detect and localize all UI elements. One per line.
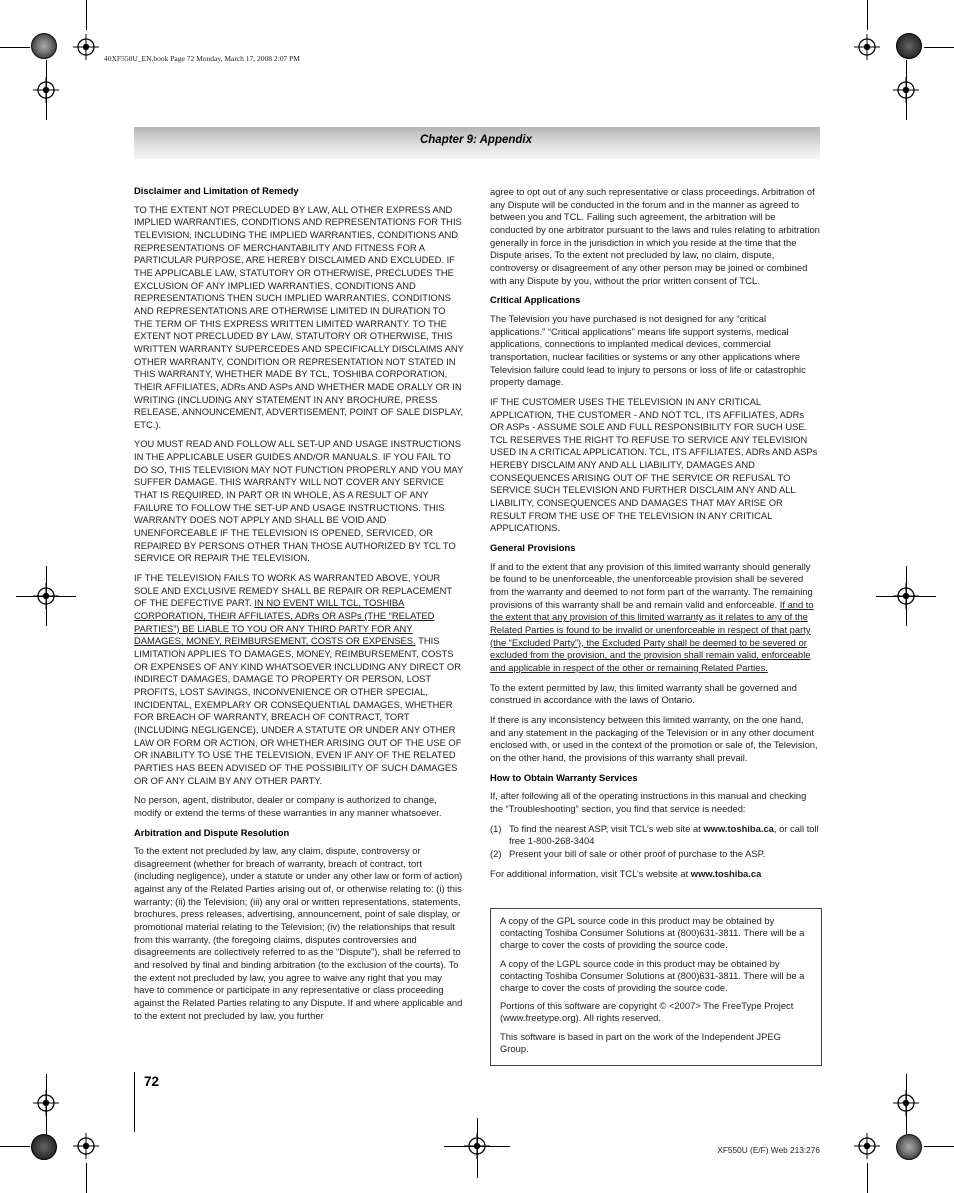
gpl-paragraph: A copy of the GPL source code in this product may be obtained by contacting Toshiba Consumer Solutions at (800)631-3811. There will be a charge to cover the costs of providing the source code.: [500, 915, 805, 951]
registration-mark-icon: [33, 1090, 59, 1116]
arbitration-continued: agree to opt out of any such representative or class proceedings. Arbitration of any Dispute will be conducted in the forum and in the manner as agreed to between you and TCL. Failing such agreement, the arbitration will be conducted by one arbitrator pursuant to the laws and rules relating to arbitration generally in force in the jurisdiction in which you reside at the time that the Dispute arises. To the extent not precluded by law, no claim, dispute, controversy or disagreement of any other person may be joined or combined with any Dispute by you, without the prior written consent of TCL.: [490, 186, 820, 286]
registration-mark-icon: [854, 1133, 880, 1159]
critical-paragraph-1: The Television you have purchased is not designed for any “critical applications.” “Critical applications” means life support systems, medical applications, connections to implanted medical devices, commercial transportation, nuclear facilities or systems or any other applications where Television failure could lead to injury to persons or loss of life or catastrophic property damage.: [490, 312, 806, 388]
arbitration-heading: Arbitration and Dispute Resolution: [134, 826, 290, 838]
crop-mark: [0, 1146, 30, 1147]
general-paragraph-1: [490, 561, 820, 675]
step-1-text: To find the nearest ASP, visit TCL’s web site at: [509, 822, 704, 834]
color-rosette-icon: [896, 1134, 922, 1160]
registration-mark-icon: [893, 583, 919, 609]
warranty-paragraph-1: If, after following all of the operating instructions in this manual and checking the “Troubleshooting” section, you find that service is needed:: [490, 790, 807, 814]
disclaimer-p3-rest: THIS LIMITATION APPLIES TO DAMAGES, MONEY, REIMBURSEMENT, COSTS OR EXPENSES OF ANY KIND WHATSOEVER INCLUDING ANY DIRECT OR INDIRECT DAMAGES, DAMAGE TO PROPERTY OR PERSON, LOST PROFITS, LOST SAVINGS, INCONVENIENCE OR OTHER SPECIAL, INCIDENTAL, EXEMPLARY OR CONSEQUENTIAL DAMAGES, WHETHER FOR BREACH OF WARRANTY, BREACH OF CONTRACT, TORT (INCLUDING NEGLIGENCE), UNDER A STATUTE OR UNDER ANY OTHER LAW OR FORM OR ACTION, OR WHETHER ARISING OUT OF THE USE OF OR INABILITY TO USE THE TELEVISION, EVEN IF ANY OF THE RELATED PARTIES HAS BEEN ADVISED OF THE POSSIBILITY OF SUCH DAMAGES OR OF ANY CLAIM BY ANY OTHER PARTY.: [134, 635, 462, 786]
general-paragraph-2: To the extent permitted by law, this limited warranty shall be governed and construed in accordance with the laws of Ontario.: [490, 681, 797, 706]
registration-mark-icon: [464, 1133, 490, 1159]
list-item: [490, 848, 820, 861]
toshiba-website-link[interactable]: www.toshiba.ca: [690, 867, 762, 879]
registration-mark-icon: [73, 34, 99, 60]
chapter-title: Chapter 9: Appendix: [419, 134, 532, 146]
critical-paragraph-2: IF THE CUSTOMER USES THE TELEVISION IN ANY CRITICAL APPLICATION, THE CUSTOMER - AND NOT TCL, ITS AFFILIATES, ADRs OR ASPs - ASSUME SOLE AND FULL RESPONSIBILITY FOR SUCH USE. TCL RESERVES THE RIGHT TO REFUSE TO SERVICE ANY TELEVISION USED IN A CRITICAL APPLICATION. TCL, ITS AFFILIATES, ADRs AND ASPs HEREBY DISCLAIM ANY AND ALL LIABILITY, DAMAGES AND CONSEQUENCES ARISING OUT OF THE SERVICE OR REFUSAL TO SERVICE SUCH TELEVISION AND FURTHER DISCLAIM ANY AND ALL LIABILITY, CONSEQUENCES AND DAMAGES THAT MAY ARISE OR RESULT FROM THE USE OF THE TELEVISION IN ANY CRITICAL APPLICATIONS.: [490, 395, 818, 534]
registration-mark-icon: [893, 1090, 919, 1116]
crop-mark: [924, 1146, 954, 1147]
registration-mark-icon: [854, 34, 880, 60]
disclaimer-p3-intro: IF THE TELEVISION FAILS TO WORK AS WARRANTED ABOVE, YOUR SOLE AND EXCLUSIVE REMEDY SHALL BE REPAIR OR REPLACEMENT OF THE DEFECTIVE PART.: [134, 572, 452, 609]
general-p1-intro: If and to the extent that any provision of this limited warranty should generally be found to be unenforceable, the unenforceable provision shall be severed from the warranty and deemed to not form part of the warranty. The remaining provisions of this warranty shall be and remain valid and enforceable.: [490, 560, 813, 610]
arbitration-paragraph-1: To the extent not precluded by law, any claim, dispute, controversy or disagreement (whether for breach of warranty, breach of contract, tort (including negligence), under a statute or under any other law or form of action) against any of the Related Parties arising out of, or otherwise relating to: (i) this warranty; (ii) the Television; (iii) any oral or written representations, statements, brochures, press releases, advertising, announcement, point of sale display, or promotional material relating to the Television; (iv) the relationships that result from this warranty, (the foregoing claims, disputes controversies and disagreements are collectively referred to as the “Dispute”), shall be referred to and resolved by final and binding arbitration (to the exclusion of the courts). To the extent not precluded by law, you agree to waive any right that you may have to commence or participate in any representative or class proceeding against the Related Parties relating to any Dispute. If and where applicable and to the extent not precluded by law, you further: [134, 845, 463, 1021]
registration-mark-icon: [33, 583, 59, 609]
disclaimer-paragraph-4: No person, agent, distributor, dealer or company is authorized to change, modify or extend the terms of these warranties in any manner whatsoever.: [134, 794, 442, 818]
footer-print-code: XF550U (E/F) Web 213:276: [717, 1145, 820, 1155]
disclaimer-p3-underlined: IN NO EVENT WILL TCL, TOSHIBA CORPORATION, THEIR AFFILIATES, ADRs OR ASPs (THE “RELATED PARTIES”) BE LIABLE TO YOU OR ANY THIRD PARTY FOR ANY DAMAGES, MONEY, REIMBURSEMENT, COSTS OR EXPENSES.: [134, 597, 435, 647]
right-column: [490, 186, 820, 887]
step-2-text: Present your bill of sale or other proof of purchase to the ASP.: [509, 847, 766, 859]
gpl-notice-box: [490, 908, 822, 1066]
warranty-steps-list: [490, 823, 820, 861]
lgpl-paragraph: A copy of the LGPL source code in this product may be obtained by contacting Toshiba Consumer Solutions at (800)631-3811. There will be a charge to cover the costs of providing the source code.: [500, 957, 805, 994]
jpeg-paragraph: This software is based in part on the work of the Independent JPEG Group.: [500, 1030, 781, 1054]
registration-mark-icon: [33, 77, 59, 103]
step-number: (2): [490, 847, 502, 859]
warranty-services-heading: How to Obtain Warranty Services: [490, 771, 638, 783]
critical-applications-heading: Critical Applications: [490, 294, 581, 306]
disclaimer-paragraph-1: TO THE EXTENT NOT PRECLUDED BY LAW, ALL OTHER EXPRESS AND IMPLIED WARRANTIES, CONDITIONS AND REPRESENTATIONS FOR THIS TELEVISION, INCLUDING THE IMPLIED WARRANTIES, CONDITIONS AND REPRESENTATIONS OF MERCHANTABILITY AND FITNESS FOR A PARTICULAR PURPOSE, ARE HEREBY DISCLAIMED AND EXCLUDED. IF THE APPLICABLE LAW, STATUTORY OR OTHERWISE, PRECLUDES THE EXCLUSION OF ANY IMPLIED WARRANTIES, CONDITIONS AND REPRESENTATIONS THEN SUCH IMPLIED WARRANTIES, CONDITIONS AND REPRESENTATIONS ARE OTHERWISE LIMITED IN DURATION TO THE TERM OF THIS EXPRESS WRITTEN LIMITED WARRANTY. TO THE EXTENT NOT PRECLUDED BY LAW, STATUTORY OR OTHERWISE, THIS WRITTEN WARRANTY SUPERCEDES AND SPECIFICALLY DISCLAIMS ANY OTHER WARRANTY, CONDITION OR REPRESENTATION NOT STATED IN THIS WARRANTY, WHETHER MADE BY TCL, TOSHIBA CORPORATION, THEIR AFFILIATES, ADRs AND ASPs AND WHETHER MADE ORALLY OR IN WRITING (INCLUDING ANY STATEMENT IN ANY BROCHURE, PRESS RELEASE, ANNOUNCEMENT, ADVERTISEMENT, POINT OF SALE DISPLAY, ETC.).: [134, 203, 464, 430]
chapter-header-band: [134, 127, 820, 159]
crop-mark: [867, 1163, 868, 1193]
crop-mark: [924, 47, 954, 48]
general-p1-underlined: If and to the extent that any provision of this limited warranty as it relates to any of the Related Parties is found to be invalid or unenforceable in respect of that party (the “Excluded Party”), the Excluded Party shall be deemed to be severed or excluded from the provision, and the provision shall remain valid, enforceable and applicable in respect of the other or remaining Related Parties.: [490, 598, 814, 673]
toshiba-website-link[interactable]: www.toshiba.ca: [703, 822, 774, 834]
registration-mark-icon: [73, 1133, 99, 1159]
registration-mark-icon: [893, 77, 919, 103]
general-provisions-heading: General Provisions: [490, 542, 576, 554]
disclaimer-paragraph-2: YOU MUST READ AND FOLLOW ALL SET-UP AND USAGE INSTRUCTIONS IN THE APPLICABLE USER GUIDES AND/OR MANUALS. IF YOU FAIL TO DO SO, THIS TELEVISION MAY NOT FUNCTION PROPERLY AND YOU MAY SUFFER DAMAGE. THIS WARRANTY WILL NOT COVER ANY SERVICE THAT IS REQUIRED, IN PART OR IN WHOLE, AS A RESULT OF ANY FAILURE TO FOLLOW THE SET-UP AND USAGE INSTRUCTIONS. THIS WARRANTY DOES NOT APPLY AND SHALL BE VOID AND UNENFORCEABLE IF THE TELEVISION IS OPENED, SERVICED, OR REPAIRED BY PERSONS OTHER THAN THOSE AUTHORIZED BY TCL TO SERVICE OR REPAIR THE TELEVISION.: [134, 438, 464, 564]
crop-mark: [0, 47, 30, 48]
color-rosette-icon: [31, 33, 57, 59]
disclaimer-heading: Disclaimer and Limitation of Remedy: [134, 185, 299, 196]
page-number: 72: [144, 1074, 160, 1089]
color-rosette-icon: [896, 33, 922, 59]
crop-mark: [86, 1163, 87, 1193]
color-rosette-icon: [31, 1134, 57, 1160]
crop-mark: [86, 0, 87, 30]
general-paragraph-3: If there is any inconsistency between this limited warranty, on the one hand, and any statement in the packaging of the Television or in any other document enclosed with, or used in the context of the promotion or sale of, the Television, on the other hand, the provisions of this warranty shall prevail.: [490, 713, 818, 763]
step-number: (1): [490, 822, 502, 834]
freetype-paragraph: Portions of this software are copyright © <2007> The FreeType Project (www.freetype.org). All rights reserved.: [500, 1000, 794, 1024]
additional-info: [490, 868, 820, 881]
crop-mark: [867, 0, 868, 30]
additional-info-text: For additional information, visit TCL’s website at: [490, 867, 691, 879]
list-item: [490, 823, 820, 848]
print-info-line: 40XF550U_EN.book Page 72 Monday, March 17, 2008 2:07 PM: [104, 54, 300, 63]
disclaimer-paragraph-3: [134, 572, 464, 787]
left-column: [134, 185, 464, 1029]
step-1-phone: , or call toll free 1-800-268-3404: [509, 822, 819, 847]
page-number-rule: [134, 1072, 135, 1132]
